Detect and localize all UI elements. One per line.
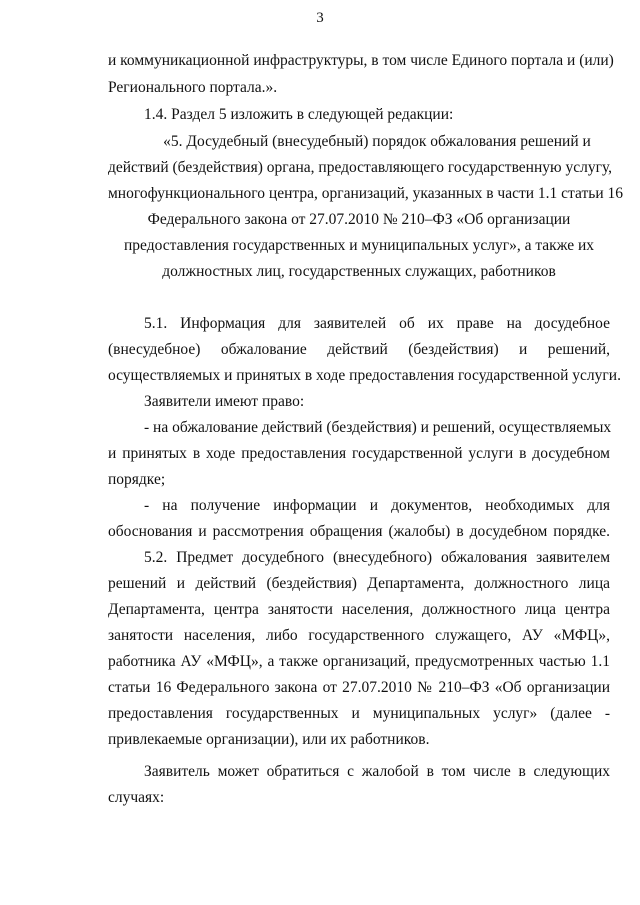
section-title-line: должностных лиц, государственных служащих, работников — [162, 263, 556, 280]
section-title-line: предоставления государственных и муниципальных услуг», а также их — [123, 237, 594, 254]
text-line: порядке; — [108, 471, 166, 488]
text-line: работника АУ «МФЦ», а также организаций, предусмотренных частью 1.1 — [108, 653, 610, 670]
text-line: и принятых в ходе предоставления государственной услуги в досудебном — [108, 445, 610, 462]
text-line: Заявители имеют право: — [144, 393, 305, 410]
section-title-line: действий (бездействия) органа, предоставляющего государственную услугу, — [108, 159, 613, 176]
text-line: 1.4. Раздел 5 изложить в следующей редакции: — [144, 106, 454, 123]
section-title-line: «5. Досудебный (внесудебный) порядок обжалования решений и — [163, 133, 591, 150]
text-line: привлекаемые организации), или их работников. — [108, 731, 430, 748]
text-line: 5.1. Информация для заявителей об их праве на досудебное — [144, 315, 610, 332]
text-line: и коммуникационной инфраструктуры, в том числе Единого портала и (или) — [108, 52, 614, 69]
text-line: Регионального портала.». — [108, 79, 278, 96]
text-line: - на обжалование действий (бездействия) и решений, осуществляемых — [144, 419, 612, 436]
text-line: случаях: — [108, 789, 165, 806]
section-title-line: Федерального закона от 27.07.2010 № 210–ФЗ «Об организации — [147, 211, 571, 228]
text-line: занятости населения, либо государственного служащего, АУ «МФЦ», — [108, 627, 610, 644]
text-line: (внесудебное) обжалование действий (бездействия) и решений, — [108, 341, 610, 358]
text-line: обоснования и рассмотрения обращения (жалобы) в досудебном порядке. — [108, 523, 610, 540]
text-line: - на получение информации и документов, необходимых для — [144, 497, 610, 514]
text-line: статьи 16 Федерального закона от 27.07.2010 № 210–ФЗ «Об организации — [108, 679, 610, 696]
text-line: Заявитель может обратиться с жалобой в том числе в следующих — [144, 763, 610, 780]
text-line: осуществляемых и принятых в ходе предоставления государственной услуги. — [108, 367, 621, 384]
section-title-line: многофункционального центра, организаций, указанных в части 1.1 статьи 16 — [108, 185, 624, 202]
text-line: 5.2. Предмет досудебного (внесудебного) обжалования заявителем — [144, 549, 610, 566]
text-line: предоставления государственных и муниципальных услуг» (далее - — [108, 705, 610, 722]
page-number: 3 — [316, 10, 324, 26]
text-line: Департамента, центра занятости населения, должностного лица центра — [108, 601, 610, 618]
text-line: решений и действий (бездействия) Департамента, должностного лица — [108, 575, 610, 592]
